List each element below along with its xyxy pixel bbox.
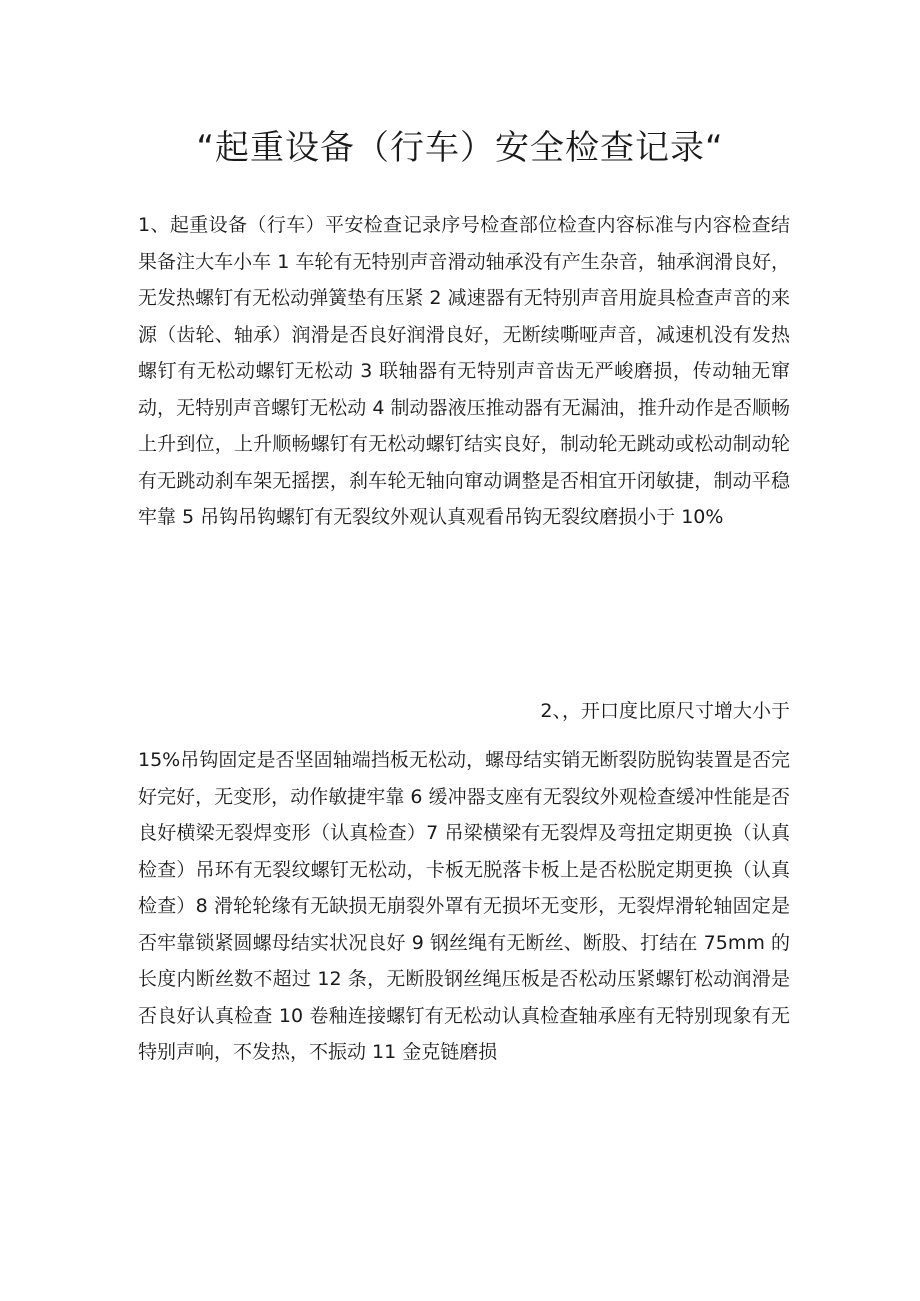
paragraph-1: 1、起重设备（行车）平安检查记录序号检查部位检查内容标准与内容检查结果备注大车小车 1 车轮有无特别声音滑动轴承没有产生杂音，轴承润滑良好，无发热螺钉有无松动弹簧垫有压紧 2 减速器有无特别声音用旋具检查声音的来源（齿轮、轴承）润滑是否良好润滑良好，无断续嘶哑声音，减速机没有发热螺钉有无松动螺钉无松动 3 联轴器有无特别声音齿无严峻磨损，传动轴无窜动，无特别声音螺钉无松动 4 制动器液压推动器有无漏油，推升动作是否顺畅上升到位，上升顺畅螺钉有无松动螺钉结实良好，制动轮无跳动或松动制动轮有无跳动刹车架无摇摆，刹车轮无轴向窜动调整是否相宜开闭敏捷，制动平稳牢靠 5 吊钩吊钩螺钉有无裂纹外观认真观看吊钩无裂纹磨损小于 10% [138,214,790,528]
paragraph-2-head: 2、，开口度比原尺寸增大小于 [540,700,790,722]
document-title: “起重设备（行车）安全检查记录“ [196,128,724,168]
paragraph-2: 15%吊钩固定是否坚固轴端挡板无松动，螺母结实销无断裂防脱钩装置是否完好完好，无变形，动作敏捷牢靠 6 缓冲器支座有无裂纹外观检查缓冲性能是否良好横梁无裂焊变形（认真检查）7 吊梁横梁有无裂焊及弯扭定期更换（认真检查）吊环有无裂纹螺钉无松动，卡板无脱落卡板上是否松脱定期更换（认真检查）8 滑轮轮缘有无缺损无崩裂外罩有无损坏无变形，无裂焊滑轮轴固定是否牢靠锁紧圆螺母结实状况良好 9 钢丝绳有无断丝、断股、打结在 75mm 的长度内断丝数不超过 12 条，无断股钢丝绳压板是否松动压紧螺钉松动润滑是否良好认真检查 10 卷釉连接螺钉有无松动认真检查轴承座有无特别现象有无特别声响，不发热，不振动 11 金克链磨损 [138,749,790,1063]
